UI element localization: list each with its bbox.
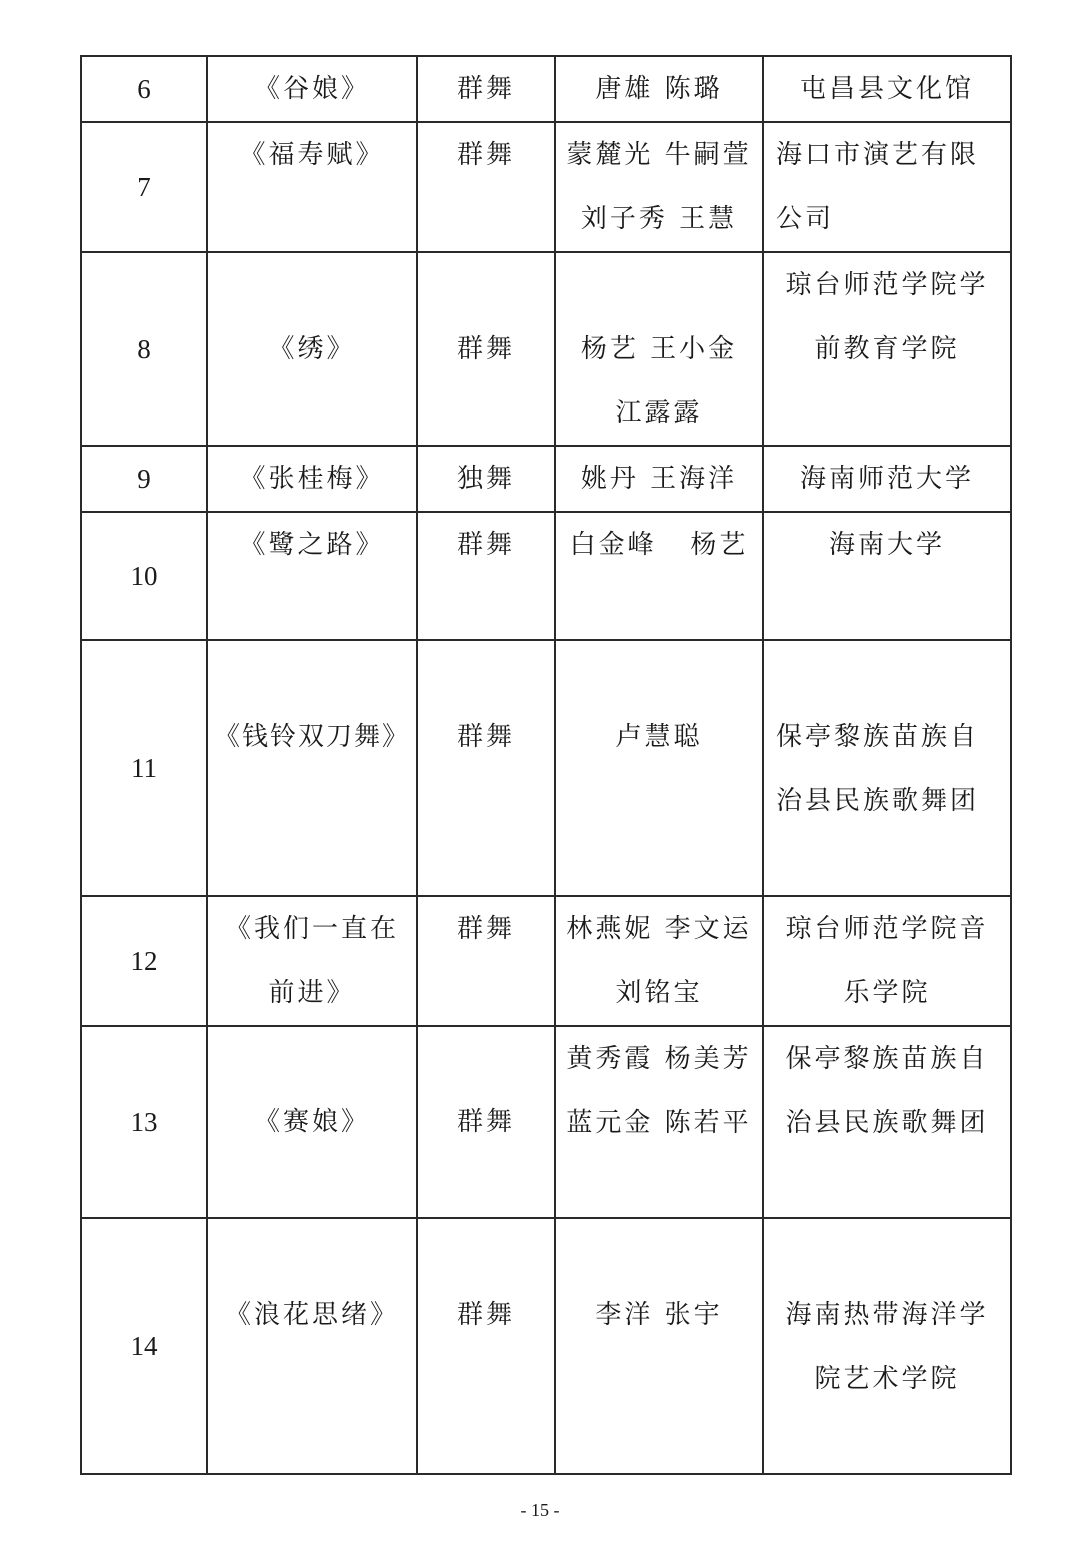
text-line: 治县民族歌舞团 <box>776 786 980 816</box>
text-line: 林燕妮 李文运 <box>566 914 752 944</box>
text-line: 蒙麓光 牛嗣萱 <box>566 140 752 170</box>
table-row <box>81 122 1011 252</box>
text-line: 琼台师范学院学 <box>785 270 989 300</box>
program-table <box>80 55 1012 1475</box>
text-line: 群舞 <box>457 334 516 364</box>
dance-type <box>417 1026 555 1218</box>
unit <box>763 512 1011 640</box>
text-line: 卢慧聪 <box>615 722 703 752</box>
dance-type <box>417 640 555 896</box>
text-line: 刘子秀 王慧 <box>580 204 738 234</box>
text-line: 刘铭宝 <box>615 978 703 1008</box>
work-title <box>207 56 417 122</box>
text-line: 《鹭之路》 <box>239 530 385 560</box>
text-line: 群舞 <box>457 1107 516 1137</box>
text-line: 《浪花思绪》 <box>225 1300 400 1330</box>
page-number: - 15 - <box>520 1500 560 1520</box>
authors <box>555 252 763 446</box>
text-line: 前教育学院 <box>814 334 960 364</box>
work-title <box>207 512 417 640</box>
text-line: 蓝元金 陈若平 <box>566 1108 752 1138</box>
row-number: 11 <box>81 640 207 896</box>
text-line: 群舞 <box>457 914 516 944</box>
text-line: 李洋 张宇 <box>595 1300 723 1330</box>
dance-type <box>417 56 555 122</box>
dance-type <box>417 512 555 640</box>
dance-type <box>417 122 555 252</box>
text-line: 《张桂梅》 <box>239 464 385 494</box>
row-number: 9 <box>81 446 207 512</box>
text-line: 江露露 <box>615 398 703 428</box>
authors <box>555 1026 763 1218</box>
row-number: 10 <box>81 512 207 640</box>
row-number: 6 <box>81 56 207 122</box>
text-line: 杨艺 王小金 <box>580 334 738 364</box>
text-line: 独舞 <box>457 464 516 494</box>
text-line: 群舞 <box>457 722 516 752</box>
dance-type <box>417 896 555 1026</box>
text-line: 治县民族歌舞团 <box>785 1108 989 1138</box>
text-line: 群舞 <box>457 530 516 560</box>
text-line: 琼台师范学院音 <box>785 914 989 944</box>
text-line: 黄秀霞 杨美芳 <box>566 1044 752 1074</box>
table-row <box>81 56 1011 122</box>
unit <box>763 1026 1011 1218</box>
table-row <box>81 1218 1011 1474</box>
unit <box>763 446 1011 512</box>
table-row <box>81 512 1011 640</box>
row-number: 13 <box>81 1026 207 1218</box>
work-title <box>207 896 417 1026</box>
text-line: 《钱铃双刀舞》 <box>214 722 411 752</box>
text-line: 屯昌县文化馆 <box>800 74 975 104</box>
text-line: 海南师范大学 <box>800 464 975 494</box>
row-number: 12 <box>81 896 207 1026</box>
text-line: 海南大学 <box>829 530 946 560</box>
text-line: 保亭黎族苗族自 <box>776 722 980 752</box>
dance-type <box>417 1218 555 1474</box>
unit <box>763 896 1011 1026</box>
unit <box>763 122 1011 252</box>
text-line: 《福寿赋》 <box>239 140 385 170</box>
work-title <box>207 640 417 896</box>
authors <box>555 122 763 252</box>
unit <box>763 1218 1011 1474</box>
text-line: 《谷娘》 <box>254 74 371 104</box>
text-line: 群舞 <box>457 74 516 104</box>
authors <box>555 446 763 512</box>
text-line: 院艺术学院 <box>814 1364 960 1394</box>
authors <box>555 640 763 896</box>
unit <box>763 640 1011 896</box>
work-title <box>207 1026 417 1218</box>
authors <box>555 1218 763 1474</box>
text-line: 群舞 <box>457 1300 516 1330</box>
authors <box>555 56 763 122</box>
text-line: 前进》 <box>268 978 356 1008</box>
dance-type <box>417 446 555 512</box>
table-row <box>81 252 1011 446</box>
authors <box>555 896 763 1026</box>
text-line: 白金峰 杨艺 <box>569 530 749 560</box>
table-row <box>81 896 1011 1026</box>
table-row <box>81 446 1011 512</box>
text-line: 姚丹 王海洋 <box>580 464 738 494</box>
unit <box>763 252 1011 446</box>
work-title <box>207 446 417 512</box>
authors <box>555 512 763 640</box>
text-line: 海口市演艺有限 <box>776 140 980 170</box>
text-line: 海南热带海洋学 <box>785 1300 989 1330</box>
text-line: 唐雄 陈璐 <box>595 74 723 104</box>
text-line: 《赛娘》 <box>254 1107 371 1137</box>
text-line: 《我们一直在 <box>225 914 400 944</box>
work-title <box>207 122 417 252</box>
dance-type <box>417 252 555 446</box>
text-line: 群舞 <box>457 140 516 170</box>
table-row <box>81 1026 1011 1218</box>
text-line: 公司 <box>776 204 835 234</box>
work-title <box>207 252 417 446</box>
text-line: 保亭黎族苗族自 <box>785 1044 989 1074</box>
unit <box>763 56 1011 122</box>
row-number: 14 <box>81 1218 207 1474</box>
text-line: 乐学院 <box>843 978 931 1008</box>
work-title <box>207 1218 417 1474</box>
row-number: 8 <box>81 252 207 446</box>
text-line: 《绣》 <box>268 334 356 364</box>
row-number: 7 <box>81 122 207 252</box>
table-row <box>81 640 1011 896</box>
